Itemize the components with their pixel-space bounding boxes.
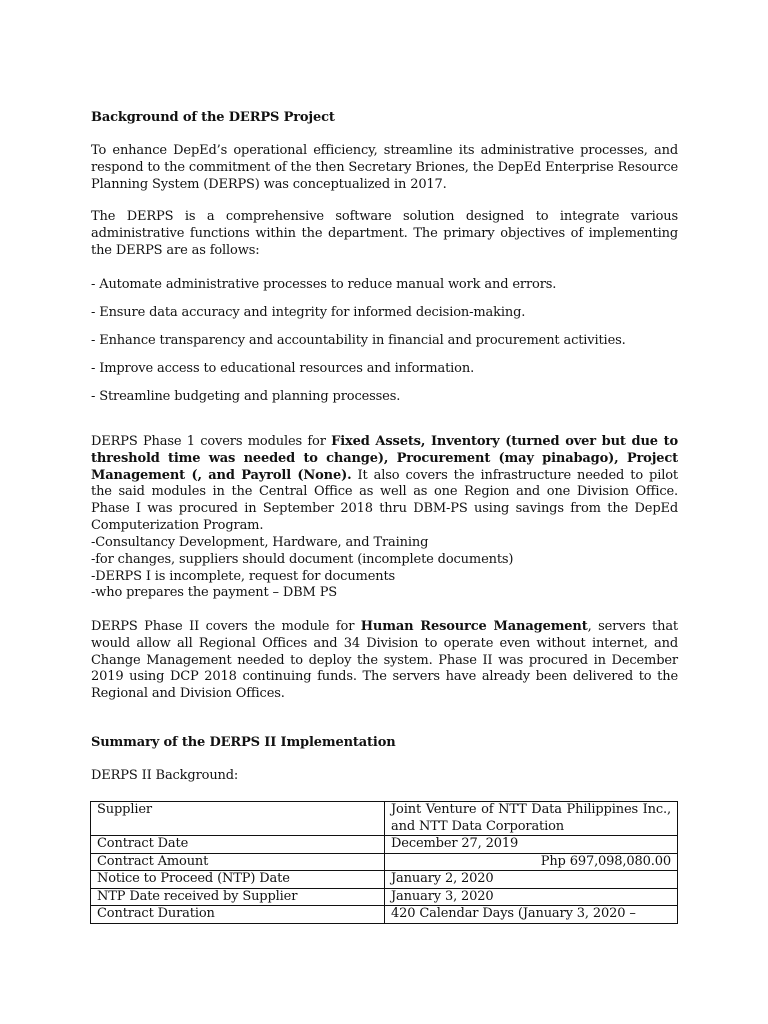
section-heading-background: Background of the DERPS Project bbox=[91, 110, 335, 125]
table-row bbox=[91, 871, 678, 889]
table-cell-label: Contract Date bbox=[91, 836, 385, 854]
objective-item: - Ensure data accuracy and integrity for informed decision-making. bbox=[91, 305, 526, 320]
table-row bbox=[91, 906, 678, 924]
phase1-note: -for changes, suppliers should document (incomplete documents) bbox=[91, 551, 514, 567]
phase1-notes bbox=[91, 535, 678, 602]
table-cell-value: 420 Calendar Days (January 3, 2020 – bbox=[385, 906, 678, 924]
table-row bbox=[91, 853, 678, 871]
table-cell-value: Php 697,098,080.00 bbox=[385, 853, 678, 871]
paragraph-objectives-intro: The DERPS is a comprehensive software solution designed to integrate various administrative functions within the department. The primary objectives of implementing the DERPS are as follows: bbox=[91, 209, 678, 258]
phase1-note: -DERPS I is incomplete, request for documents bbox=[91, 568, 396, 584]
objective-item: - Improve access to educational resources and information. bbox=[91, 361, 475, 376]
table-cell-label: Contract Duration bbox=[91, 906, 385, 924]
objective-item: - Automate administrative processes to reduce manual work and errors. bbox=[91, 277, 557, 292]
phase1-modules: Fixed Assets, Inventory (turned over but due to threshold time was needed to change), Procurement (may pinabago), Project Management (, and Payroll (None). bbox=[91, 434, 678, 483]
phase2-intro: DERPS Phase II covers the module for bbox=[91, 619, 361, 634]
paragraph-phase1 bbox=[91, 434, 678, 535]
phase2-rest: , servers that would allow all Regional Offices and 34 Division to operate even without internet, and Change Management needed to deploy the system. Phase II was procured in December 2019 using DCP 2018 continuing funds. The servers have already been delivered to the Regional and Division Offices. bbox=[91, 619, 678, 702]
table-cell-label: Supplier bbox=[91, 802, 385, 836]
table-row bbox=[91, 888, 678, 906]
phase1-intro: DERPS Phase 1 covers modules for bbox=[91, 434, 332, 449]
derps-ii-background-table bbox=[90, 801, 678, 924]
table-cell-value: January 2, 2020 bbox=[385, 871, 678, 889]
table-row bbox=[91, 802, 678, 836]
paragraph-phase2 bbox=[91, 619, 678, 703]
table-cell-value: December 27, 2019 bbox=[385, 836, 678, 854]
table-cell-value: January 3, 2020 bbox=[385, 888, 678, 906]
table-cell-label: Contract Amount bbox=[91, 853, 385, 871]
phase1-note: -who prepares the payment – DBM PS bbox=[91, 585, 338, 601]
phase1-note: -Consultancy Development, Hardware, and Training bbox=[91, 535, 429, 550]
objective-item: - Enhance transparency and accountability in financial and procurement activities. bbox=[91, 333, 626, 348]
phase2-module: Human Resource Management bbox=[360, 619, 588, 634]
section-heading-summary: Summary of the DERPS II Implementation bbox=[91, 735, 396, 750]
paragraph-intro: To enhance DepEd’s operational efficiency, streamline its administrative processes, and respond to the commitment of the then Secretary Briones, the DepEd Enterprise Resource Planning System (DERPS) was conceptualized in 2017. bbox=[91, 143, 678, 192]
table-cell-label: Notice to Proceed (NTP) Date bbox=[91, 871, 385, 889]
table-row bbox=[91, 836, 678, 854]
objective-item: - Streamline budgeting and planning processes. bbox=[91, 389, 401, 404]
summary-subheading: DERPS II Background: bbox=[91, 768, 239, 783]
table-cell-label: NTP Date received by Supplier bbox=[91, 888, 385, 906]
table-cell-value: Joint Venture of NTT Data Philippines Inc., and NTT Data Corporation bbox=[385, 802, 678, 836]
phase1-rest: It also covers the infrastructure needed to pilot the said modules in the Central Office as well as one Region and one Division Office. Phase I was procured in September 2018 thru DBM-PS using savings from the DepEd Computerization Program. bbox=[91, 467, 678, 533]
